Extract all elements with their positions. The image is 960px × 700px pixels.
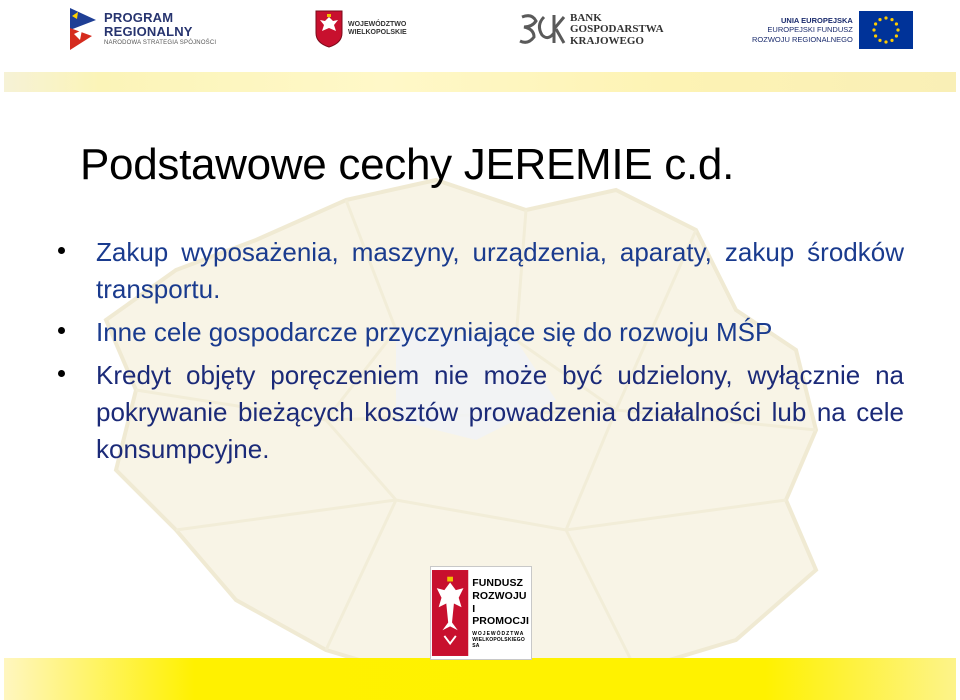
- bgk-line2: GOSPODARSTWA: [570, 23, 664, 36]
- page-title: Podstawowe cechy JEREMIE c.d.: [80, 140, 735, 189]
- wojewodztwo-line2: WIELKOPOLSKIE: [348, 29, 407, 36]
- program-regionalny-line2: REGIONALNY: [104, 23, 193, 39]
- program-regionalny-logo: [68, 4, 216, 54]
- fundusz-line1: FUNDUSZ: [472, 577, 524, 590]
- bgk-logo: [518, 8, 664, 52]
- footer-yellow-band: [4, 658, 956, 700]
- header-yellow-band: [4, 72, 956, 92]
- bullet-dot-icon: [58, 327, 65, 334]
- eagle-shield-icon: [314, 9, 344, 49]
- unia-europejska-logo: [752, 10, 913, 50]
- eu-flag-icon: [859, 11, 913, 49]
- bullet-dot-icon: [58, 370, 65, 377]
- unia-line2: EUROPEJSKI FUNDUSZ: [767, 25, 853, 35]
- fundusz-line5: WIELKOPOLSKIEGO SA: [472, 636, 525, 649]
- unia-line3: ROZWOJU REGIONALNEGO: [752, 34, 853, 44]
- bullet-list: [54, 234, 904, 474]
- list-item: [54, 314, 904, 351]
- eagle-shield-icon: [431, 567, 469, 659]
- wojewodztwo-logo: [314, 6, 407, 52]
- fundusz-line4: WOJEWÓDZTWA: [472, 630, 525, 637]
- fundusz-line2: ROZWOJU: [472, 589, 527, 602]
- bgk-line3: KRAJOWEGO: [570, 34, 644, 47]
- bgk-monogram-icon: [518, 11, 566, 49]
- wojewodztwo-line1: WOJEWÓDZTWO: [348, 20, 407, 28]
- fundusz-rozwoju-logo: [430, 566, 532, 660]
- bgk-line1: BANK: [570, 11, 602, 24]
- list-item: [54, 357, 904, 468]
- header-logo-bar: [0, 0, 960, 62]
- bullet-text-equipment: Zakup wyposażenia, maszyny, urządzenia, aparaty, zakup środków transportu.: [96, 237, 904, 304]
- program-regionalny-line3: NARODOWA STRATEGIA SPÓJNOŚCI: [104, 40, 217, 47]
- fundusz-line3: I PROMOCJI: [472, 602, 530, 628]
- bullet-dot-icon: [58, 247, 65, 254]
- program-regionalny-flag-icon: [68, 6, 98, 52]
- program-regionalny-line1: PROGRAM: [104, 10, 174, 26]
- list-item: [54, 234, 904, 308]
- unia-line1: UNIA EUROPEJSKA: [781, 15, 853, 25]
- bullet-text-credit: Kredyt objęty poręczeniem nie może być udzielony, wyłącznie na pokrywanie bieżących kosztów prowadzenia działalności lub na cele konsumpcyjne.: [96, 360, 904, 464]
- bullet-text-other-goals: Inne cele gospodarcze przyczyniające się do rozwoju MŚP: [96, 317, 773, 347]
